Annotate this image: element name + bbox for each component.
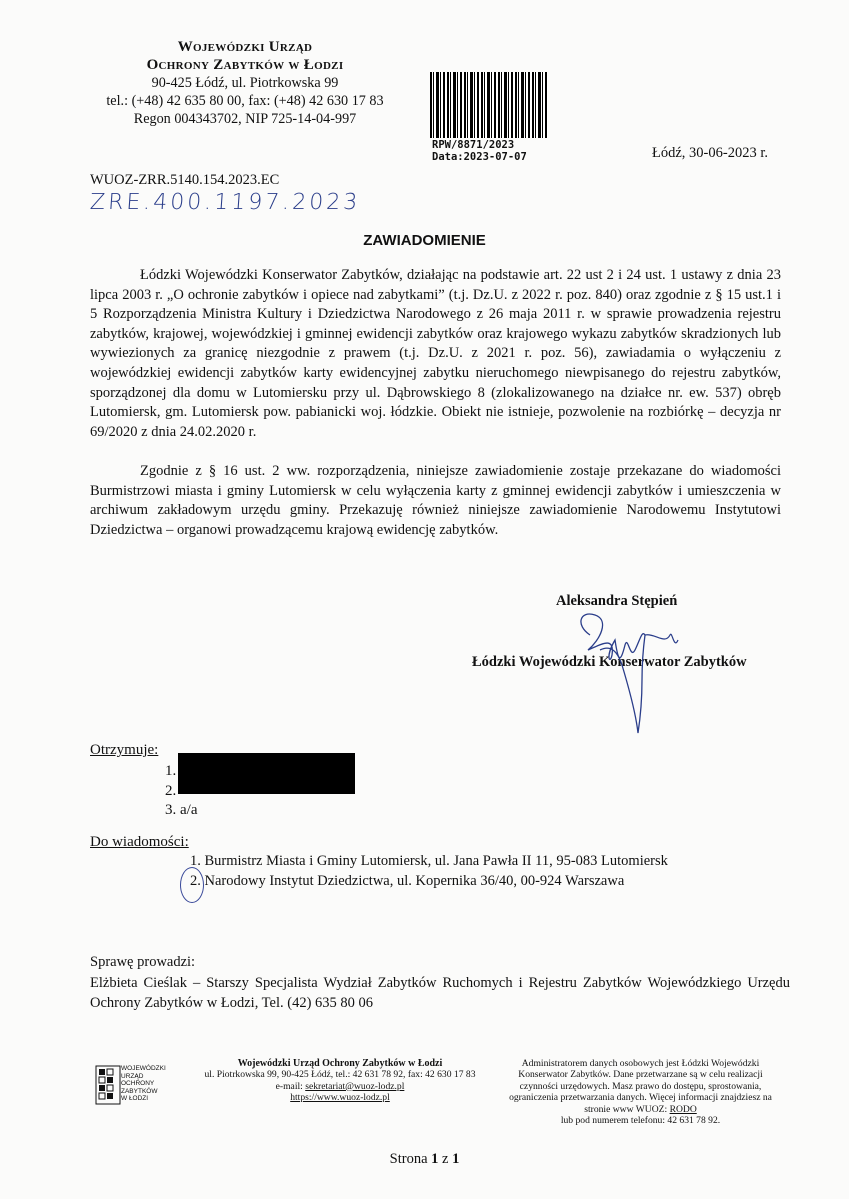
office-address: 90-425 Łódź, ul. Piotrkowska 99	[151, 75, 339, 91]
gdpr-phone: lub pod numerem telefonu: 42 631 78 92.	[560, 1115, 721, 1127]
body-paragraph-2: Zgodnie z § 16 ust. 2 ww. rozporządzenia, niniejsze zawiadomienie zostaje przekazane do wiadomości Burmistrzowi miasta i gminy Lutomiersk w celu wyłączenia karty z gminnej ewidencji zabytków i umieszczenia w archiwum zakładowym urzędu gminy. Przekazuję również niniejsze zawiadomienie Narodowemu Instytutowi Dziedzictwa – organowi prowadzącemu krajową ewidencję zabytków.	[90, 463, 781, 538]
recipient-item: 2.	[165, 782, 177, 799]
handled-by-text: Elżbieta Cieślak – Starszy Specjalista Wydział Zabytków Ruchomych i Rejestru Zabytków Wojewódzkiego Urzędu Ochrony Zabytków w Łodzi, Tel. (42) 635 80 06	[90, 975, 790, 1011]
page-prefix: Strona	[389, 1151, 432, 1167]
recipient-item: 3. a/a	[165, 802, 198, 819]
page-current: 1	[431, 1151, 439, 1167]
office-name-line1: Wojewódzki Urząd	[177, 39, 313, 55]
redaction-box	[178, 753, 355, 794]
office-header	[80, 38, 410, 128]
page-number	[0, 1151, 849, 1168]
footer-website-link[interactable]: https://www.wuoz-lodz.pl	[290, 1092, 390, 1104]
footer-email-link[interactable]: sekretariat@wuoz-lodz.pl	[305, 1080, 405, 1092]
barcode-number: RPW/8871/2023	[432, 139, 515, 151]
page-total: 1	[452, 1151, 460, 1167]
document-date: Łódź, 30-06-2023 r.	[652, 145, 768, 161]
logo-line: OCHRONY	[121, 1080, 155, 1088]
handwritten-signature	[570, 605, 690, 735]
footer-contact	[195, 1058, 485, 1104]
office-phone: tel.: (+48) 42 635 80 00, fax: (+48) 42 630 17 83	[106, 93, 384, 109]
logo-line: WOJEWÓDZKI	[121, 1065, 166, 1072]
recipients-label: Otrzymuje:	[90, 742, 159, 758]
page-separator: z	[438, 1151, 453, 1167]
office-regon: Regon 004343702, NIP 725-14-04-997	[133, 111, 357, 127]
office-name-line2: Ochrony Zabytków w Łodzi	[146, 57, 344, 73]
footer-office-name: Wojewódzki Urząd Ochrony Zabytków w Łodzi	[237, 1058, 443, 1069]
handwritten-circle-mark	[180, 867, 204, 903]
footer-gdpr-notice	[508, 1058, 773, 1126]
barcode-label	[432, 139, 527, 163]
recipient-item: 1.	[165, 763, 177, 779]
barcode-date: Data:2023-07-07	[432, 151, 527, 163]
signer-title: Łódzki Wojewódzki Konserwator Zabytków	[472, 654, 747, 670]
for-information-list	[190, 852, 668, 891]
handled-by-label: Sprawę prowadzi:	[90, 954, 196, 970]
gdpr-rodo-link[interactable]: RODO	[669, 1103, 697, 1115]
document-title: ZAWIADOMIENIE	[363, 232, 486, 249]
footer-email-line	[195, 1081, 485, 1092]
logo-line: W ŁODZI	[121, 1095, 149, 1103]
logo-text	[121, 1065, 166, 1103]
body-paragraph-1: Łódzki Wojewódzki Konserwator Zabytków, działając na podstawie art. 22 ust 2 i 24 ust. 1 ustawy z dnia 23 lipca 2003 r. „O ochronie zabytków i opiece nad zabytkami” (t.j. Dz.U. z 2022 r. poz. 840) oraz zgodnie z § 15 ust.1 i 5 Rozporządzenia Ministra Kultury i Dziedzictwa Narodowego z 26 maja 2011 r. w sprawie prowadzenia rejestru zabytków, krajowej, wojewódzkiej i gminnej ewidencji zabytków oraz krajowego wykazu zabytków skradzionych lub wywiezionych za granicę niezgodnie z prawem (t.j. Dz.U. z 2021 r. poz. 56), zawiadamia o wyłączeniu z wojewódzkiej ewidencji zabytków karty ewidencyjnej zabytku nieruchomego niewpisanego do rejestru zabytków, sporządzonej dla domu w Lutomiersku przy ul. Dąbrowskiego 8 (zlokalizowanego na działce nr. ew. 537) obręb Lutomiersk, gm. Lutomiersk pow. pabianicki woj. łódzkie. Obiekt nie istnieje, pozwolenie na rozbiórkę – decyzja nr 69/2020 z dnia 24.02.2020 r.	[90, 267, 781, 440]
email-prefix: e-mail:	[275, 1080, 306, 1092]
logo-line: URZĄD	[121, 1072, 144, 1080]
barcode	[430, 72, 548, 138]
logo-line: ZABYTKÓW	[121, 1087, 158, 1095]
footer-address: ul. Piotrkowska 99, 90-425 Łódź, tel.: 42 631 78 92, fax: 42 630 17 83	[204, 1069, 476, 1081]
office-logo-icon	[95, 1065, 121, 1105]
info-item: 1. Burmistrz Miasta i Gminy Lutomiersk, ul. Jana Pawła II 11, 95-083 Lutomiersk	[190, 853, 668, 869]
signer-name: Aleksandra Stępień	[556, 593, 678, 609]
case-reference: WUOZ-ZRR.5140.154.2023.EC	[90, 172, 280, 188]
info-item: 2. Narodowy Instytut Dziedzictwa, ul. Kopernika 36/40, 00-924 Warszawa	[190, 872, 625, 889]
handwritten-reference: ZRE.400.1197.2023	[89, 190, 362, 215]
for-information-label: Do wiadomości:	[90, 834, 189, 850]
gdpr-text: Administratorem danych osobowych jest Łódzki Wojewódzki Konserwator Zabytków. Dane przetwarzane są w celu realizacji czynności urzędowych. Masz prawo do dostępu, sprostowania, ograniczenia przetwarzania danych. Więcej informacji znajdziesz na stronie www WUOZ:	[509, 1058, 772, 1115]
